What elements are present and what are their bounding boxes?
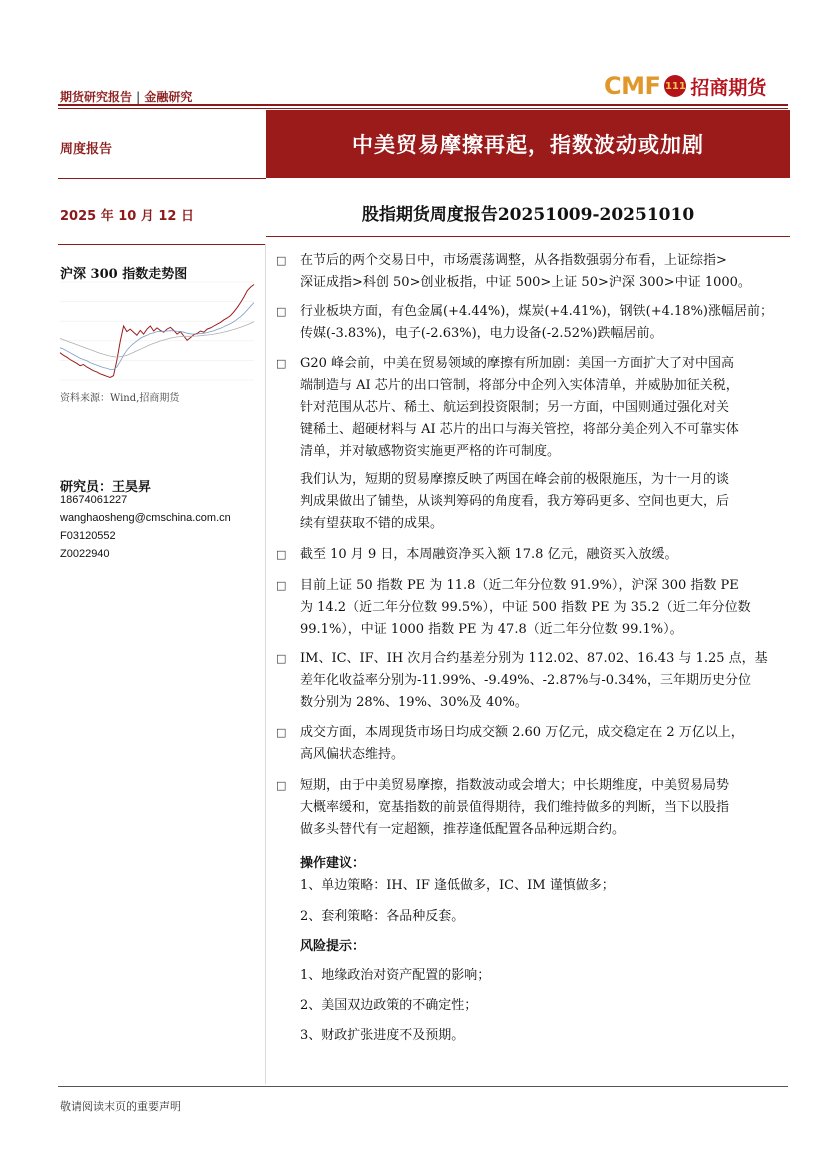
bullet-icon: □: [276, 254, 287, 267]
body-paragraph: [300, 250, 788, 294]
license-number: Z0022940: [60, 548, 110, 560]
body-paragraph: [300, 469, 788, 535]
analyst-name: 研究员：王昊昇: [60, 480, 152, 495]
paragraph-line: 短期，由于中美贸易摩擦，指数波动或会增大；中长期维度，中美贸易局势: [300, 778, 730, 793]
bullet-icon: □: [276, 579, 287, 592]
analyst-email[interactable]: wanghaosheng@cmschina.com.cn: [60, 512, 231, 524]
paragraph-line: 在节后的两个交易日中，市场震荡调整，从各指数强弱分布看，上证综指>: [300, 253, 727, 268]
paragraph-line: 差年化收益率分别为-11.99%、-9.49%、-2.87%与-0.34%，三年期历史分位: [300, 673, 752, 688]
chart-series-line: [60, 303, 254, 370]
ops-item: 2、套利策略：各品种反套。: [300, 909, 465, 924]
logo-badge-icon: [664, 75, 686, 97]
paragraph-line: 成交方面，本周现货市场日均成交额 2.60 万亿元，成交稳定在 2 万亿以上，: [300, 725, 744, 740]
body-paragraph: [300, 775, 788, 841]
chart-series-line: [60, 322, 254, 357]
body-paragraph: [300, 575, 788, 641]
paragraph-line: 键稀土、超硬材料与 AI 芯片的出口与海关管控，将部分美企列入不可靠实体: [300, 422, 739, 437]
body-paragraph: [300, 722, 788, 766]
ops-heading: 操作建议：: [300, 856, 366, 871]
paragraph-line: 判成果做出了铺垫，从谈判筹码的角度看，我方筹码更多、空间也更大，后: [300, 494, 730, 509]
weekly-label: 周度报告: [60, 142, 113, 157]
license-number: F03120552: [60, 530, 116, 542]
chart-source: 资料来源：Wind,招商期货: [60, 393, 180, 404]
paragraph-line: 针对范围从芯片、稀土、航运到投资限制；另一方面，中国则通过强化对关: [300, 400, 730, 415]
bullet-icon: □: [276, 548, 287, 561]
body-paragraph: [300, 301, 788, 345]
header-divider: |: [136, 90, 141, 104]
index-trend-chart: [56, 278, 258, 386]
bullet-icon: □: [276, 652, 287, 665]
risk-item: 3、财政扩张进度不及预期。: [300, 1028, 465, 1043]
report-subtitle: 股指期货周度报告20251009-20251010: [361, 205, 695, 225]
bullet-icon: □: [276, 779, 287, 792]
page-title: 中美贸易摩擦再起，指数波动或加剧: [352, 132, 704, 157]
footer-rule: [58, 1086, 788, 1087]
paragraph-line: 清单，并对敏感物资实施更严格的许可制度。: [300, 444, 561, 459]
header-rule-thin: [58, 108, 788, 109]
paragraph-line: 目前上证 50 指数 PE 为 11.8（近二年分位数 91.9%），沪深 300 指数 PE: [300, 578, 739, 593]
risk-item: 1、地缘政治对资产配置的影响；: [300, 968, 491, 983]
ops-item: 1、单边策略：IH、IF 逢低做多，IC、IM 谨慎做多；: [300, 878, 615, 893]
bullet-icon: □: [276, 726, 287, 739]
paragraph-line: 做多头替代有一定超额，推荐逢低配置各品种远期合约。: [300, 822, 626, 837]
bullet-icon: □: [276, 305, 287, 318]
paragraph-line: 续有望获取不错的成果。: [300, 516, 444, 531]
paragraph-line: 高风偏状态维持。: [300, 747, 405, 762]
body-paragraph: [300, 544, 788, 566]
footer-disclaimer: 敬请阅读末页的重要声明: [60, 1100, 181, 1113]
bullet-icon: □: [276, 357, 287, 370]
logo-latin: CMF: [604, 72, 661, 100]
paragraph-line: 端制造与 AI 芯片的出口管制，将部分中企列入实体清单，并威胁加征关税，: [300, 378, 739, 393]
report-category: 金融研究: [144, 90, 193, 104]
logo-badge-text: 111: [664, 80, 686, 92]
title-banner: [266, 110, 790, 178]
column-divider: [265, 244, 266, 1084]
side-divider: [58, 178, 266, 179]
paragraph-line: 传媒(-3.83%)，电子(-2.63%)，电力设备(-2.52%)跌幅居前。: [300, 326, 663, 341]
chart-title: 沪深 300 指数走势图: [60, 267, 188, 282]
report-type: 期货研究报告: [60, 90, 133, 104]
side-divider: [58, 244, 266, 245]
company-logo: [604, 70, 766, 102]
paragraph-line: 99.1%），中证 1000 指数 PE 为 47.8（近二年分位数 99.1%）。: [300, 622, 683, 637]
paragraph-line: 数分别为 28%、19%、30%及 40%。: [300, 695, 528, 710]
logo-cn: 招商期货: [690, 76, 767, 99]
paragraph-line: 行业板块方面，有色金属(+4.44%)，煤炭(+4.41%)，钢铁(+4.18%)涨幅居前；: [300, 304, 774, 319]
body-paragraph: [300, 648, 788, 714]
paragraph-line: 截至 10 月 9 日，本周融资净买入额 17.8 亿元，融资买入放缓。: [300, 547, 678, 562]
chart-series-line: [60, 285, 254, 378]
paragraph-line: 我们认为，短期的贸易摩擦反映了两国在峰会前的极限施压，为十一月的谈: [300, 472, 730, 487]
subtitle-rule: [266, 236, 790, 237]
paragraph-line: 为 14.2（近二年分位数 99.5%），中证 500 指数 PE 为 35.2（近二年分位数: [300, 600, 751, 615]
paragraph-line: G20 峰会前，中美在贸易领域的摩擦有所加剧：美国一方面扩大了对中国高: [300, 356, 735, 371]
report-date: 2025 年 10 月 12 日: [60, 209, 194, 224]
paragraph-line: 深证成指>科创 50>创业板指，中证 500>上证 50>沪深 300>中证 1000。: [300, 275, 751, 290]
header-rule: [58, 104, 788, 106]
paragraph-line: IM、IC、IF、IH 次月合约基差分别为 112.02、87.02、16.43 与 1.25 点，基: [300, 651, 768, 666]
body-paragraph: [300, 353, 788, 463]
report-type-header: [60, 88, 192, 105]
paragraph-line: 大概率缓和，宽基指数的前景值得期待，我们维持做多的判断，当下以股指: [300, 800, 730, 815]
risk-heading: 风险提示：: [300, 939, 366, 954]
analyst-phone: 18674061227: [60, 494, 128, 506]
risk-item: 2、美国双边政策的不确定性；: [300, 998, 478, 1013]
